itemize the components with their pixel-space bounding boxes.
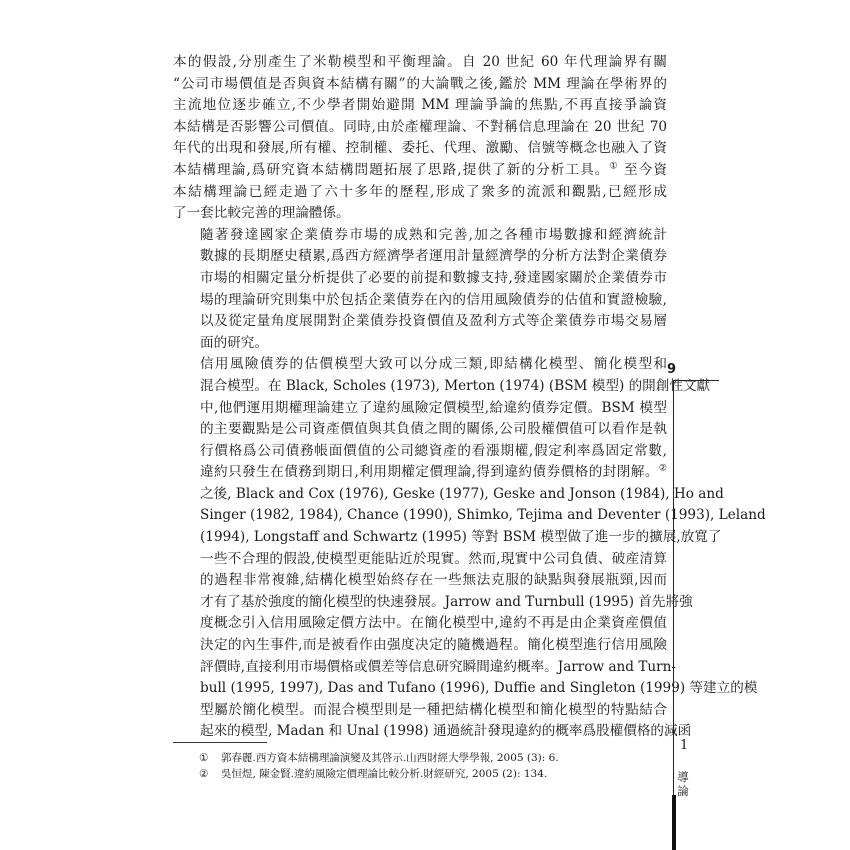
margin-vertical-rule (673, 380, 674, 850)
text-fragment: 本結構理論,爲研究資本結構問題拓展了思路,提供了新的分析工具。 (173, 161, 610, 178)
text-line: bull (1995, 1997), Das and Tufano (1996), Duffie and Singleton (1999) 等建立的模 (200, 680, 758, 697)
text-line: (1994), Longstaff and Schwartz (1995) 等對 BSM 模型做了進一步的擴展,放寬了 (200, 529, 722, 546)
paragraph-2 (173, 225, 667, 355)
text-line: 信用風險債券的估價模型大致可以分成三類,即結構化模型、簡化模型和 (200, 356, 667, 373)
text-fragment: 至今資 (618, 161, 667, 178)
text-line: 數據的長期歷史積累,爲西方經濟學者運用計量經濟學的分析方法對企業債券 (200, 248, 667, 265)
margin-thick-bar (672, 795, 676, 850)
section-label (676, 770, 690, 798)
text-line: 年代的出現和發展,所有權、控制權、委托、代理、激勵、信號等概念也融入了資 (173, 140, 667, 157)
text-line: 主流地位逐步確立,不少學者開始避開 MM 理論爭論的焦點,不再直接爭論資 (173, 97, 667, 114)
text-fragment: 違約只發生在債務到期日,利用期權定價理論,得到違約債券價格的封閉解。 (200, 464, 659, 481)
text-line: 本結構是否影響公司價值。同時,由於產權理論、不對稱信息理論在 20 世紀 70 (173, 118, 667, 135)
text-line: 場的理論研究則集中於包括企業債券在內的信用風險債券的估值和實證檢驗, (200, 291, 667, 308)
text-line: “公司市場價值是否與資本結構有關”的大論戰之後,鑑於 MM 理論在學術界的 (173, 75, 667, 92)
footnote-mark: ① (199, 752, 209, 764)
text-line: 行價格爲公司債務帳面價值的公司總資產的看漲期權,假定利率爲固定常數, (200, 442, 667, 459)
footnote-ref-2[interactable]: ② (658, 463, 667, 474)
text-line: 起來的模型, Madan 和 Unal (1998) 通過統計發現違約的概率爲股權價格的減函 (200, 723, 692, 740)
margin-tab-line (673, 380, 719, 381)
paragraph-3 (173, 354, 766, 743)
text-line: 的過程非常複雜,結構化模型始終存在一些無法克服的缺點與發展瓶頸,因而 (200, 572, 667, 589)
body-text (173, 52, 766, 743)
footnote-divider (173, 742, 267, 743)
paragraph-1 (173, 52, 667, 225)
text-line: 本的假設,分別產生了米勒模型和平衡理論。自 20 世紀 60 年代理論界有關 (173, 54, 667, 70)
footnote-1 (199, 750, 659, 766)
text-line: 決定的內生事件,而是被看作由强度决定的隨機過程。簡化模型進行信用風險 (200, 637, 667, 654)
footnote-ref-1[interactable]: ① (609, 161, 619, 172)
text-line: 一些不合理的假設,使模型更能貼近於現實。然而,現實中公司負債、破産清算 (200, 550, 667, 567)
text-line: Singer (1982, 1984), Chance (1990), Shimko, Tejima and Deventer (1993), Leland (200, 507, 766, 524)
footnotes (199, 750, 659, 782)
text-line-with-note (173, 160, 667, 182)
text-line: 了一套比較完善的理論體係。 (173, 205, 350, 222)
text-line: 隨著發達國家企業債券市場的成熟和完善,加之各種市場數據和經濟統計 (200, 226, 667, 243)
text-line: 評價時,直接利用市場價格或價差等信息研究瞬間違約概率。Jarrow and Turn- (200, 658, 676, 675)
section-label-char: 導 (677, 770, 689, 784)
chapter-number: 9 (667, 362, 677, 377)
text-line: 才有了基於強度的簡化模型的快速發展。Jarrow and Turnbull (1995) 首先將強 (200, 593, 693, 610)
text-line: 中,他們運用期權理論建立了違約風險定價模型,給違約債券定價。BSM 模型 (200, 399, 667, 416)
text-line: 的主要觀點是公司資產價值與其負債之間的關係,公司股權價值可以看作是執 (200, 421, 667, 438)
text-line: 以及從定量角度展開對企業債券投資價值及盈利方式等企業債券市場交易層 (200, 313, 667, 330)
text-line: 混合模型。在 Black, Scholes (1973), Merton (1974) (BSM 模型) 的開創性文獻 (200, 377, 711, 394)
text-line: 本結構理論已經走過了六十多年的歷程,形成了衆多的流派和觀點,已經形成 (173, 183, 667, 200)
text-line: 度概念引入信用風險定價方法中。在簡化模型中,違約不再是由企業資産價值 (200, 615, 667, 632)
footnote-2 (199, 766, 659, 782)
section-label-char: 論 (677, 784, 689, 798)
text-line: 型屬於簡化模型。而混合模型則是一種把結構化模型和簡化模型的特點結合 (200, 701, 667, 718)
footnote-text: 郭春麗.西方資本結構理論演變及其啓示.山西財經大學學報, 2005 (3): 6. (221, 752, 559, 764)
footnote-mark: ② (199, 768, 209, 780)
footnote-text: 吳恒煜, 陳金賢.違約風險定價理論比較分析.財經研究, 2005 (2): 134. (221, 768, 548, 780)
text-line-with-note (173, 462, 667, 484)
text-line: 面的研究。 (200, 334, 268, 351)
text-line: 之後, Black and Cox (1976), Geske (1977), Geske and Jonson (1984), Ho and (200, 485, 724, 502)
text-line: 市場的相關定量分析提供了必要的前提和數據支持,發達國家關於企業債券市 (200, 269, 667, 286)
page-marker: 1 (680, 738, 689, 753)
